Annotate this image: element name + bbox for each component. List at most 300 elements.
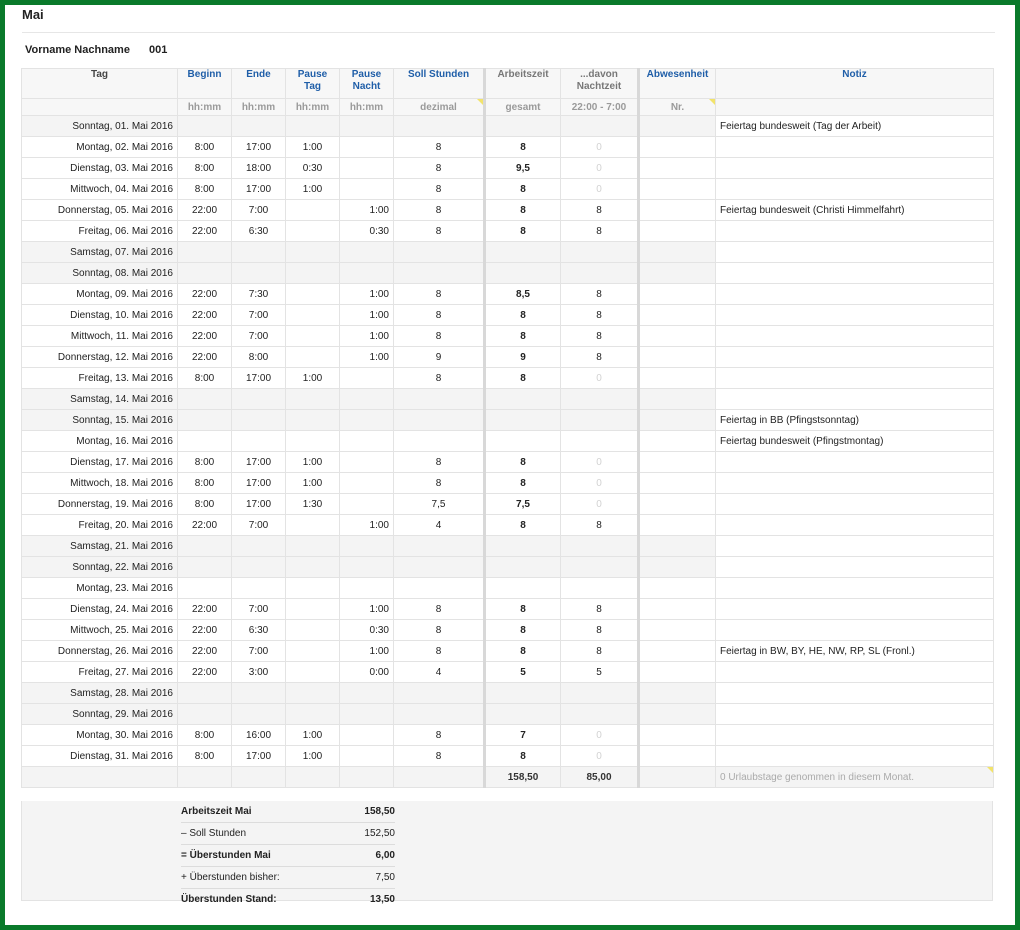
nachtzeit-cell: 8 [561, 515, 639, 536]
beginn-cell[interactable] [178, 683, 232, 704]
abwesenheit-cell[interactable] [639, 368, 716, 389]
beginn-cell[interactable]: 8:00 [178, 494, 232, 515]
notiz-cell[interactable] [716, 263, 994, 284]
day-cell: Freitag, 27. Mai 2016 [22, 662, 178, 683]
ende-cell[interactable] [232, 578, 286, 599]
beginn-cell[interactable]: 22:00 [178, 305, 232, 326]
pause-nacht-cell[interactable]: 1:00 [340, 641, 394, 662]
timesheet-table [21, 68, 994, 788]
ende-cell[interactable]: 7:00 [232, 599, 286, 620]
notiz-cell[interactable] [716, 536, 994, 557]
pause-nacht-cell[interactable] [340, 368, 394, 389]
pause-tag-cell[interactable] [286, 116, 340, 137]
notiz-cell[interactable] [716, 494, 994, 515]
pause-nacht-cell[interactable] [340, 137, 394, 158]
summary-row [181, 823, 395, 845]
notiz-cell[interactable] [716, 515, 994, 536]
soll-cell[interactable] [394, 116, 485, 137]
abwesenheit-cell[interactable] [639, 116, 716, 137]
notiz-cell[interactable] [716, 137, 994, 158]
notiz-cell[interactable] [716, 368, 994, 389]
nachtzeit-cell [561, 557, 639, 578]
nachtzeit-cell: 0 [561, 158, 639, 179]
nachtzeit-cell [561, 389, 639, 410]
beginn-cell[interactable]: 22:00 [178, 599, 232, 620]
beginn-cell[interactable] [178, 431, 232, 452]
totals-blank [232, 767, 286, 788]
table-row [22, 389, 994, 410]
pause-nacht-cell[interactable]: 1:00 [340, 515, 394, 536]
pause-tag-cell[interactable] [286, 599, 340, 620]
notiz-cell[interactable] [716, 242, 994, 263]
ende-cell[interactable] [232, 704, 286, 725]
day-cell: Montag, 16. Mai 2016 [22, 431, 178, 452]
soll-cell[interactable]: 8 [394, 368, 485, 389]
notiz-cell[interactable] [716, 389, 994, 410]
soll-cell[interactable] [394, 242, 485, 263]
abwesenheit-cell[interactable] [639, 620, 716, 641]
notiz-cell[interactable] [716, 452, 994, 473]
abwesenheit-cell[interactable] [639, 221, 716, 242]
notiz-cell[interactable] [716, 158, 994, 179]
ende-cell[interactable] [232, 536, 286, 557]
beginn-cell[interactable] [178, 263, 232, 284]
ende-cell[interactable]: 7:00 [232, 200, 286, 221]
page-title: Mai [22, 7, 44, 22]
abwesenheit-cell[interactable] [639, 347, 716, 368]
day-cell: Dienstag, 17. Mai 2016 [22, 452, 178, 473]
day-cell: Samstag, 07. Mai 2016 [22, 242, 178, 263]
abwesenheit-cell[interactable] [639, 515, 716, 536]
abwesenheit-cell[interactable] [639, 410, 716, 431]
ende-cell[interactable] [232, 263, 286, 284]
nachtzeit-cell: 8 [561, 305, 639, 326]
header-row [22, 69, 994, 99]
abwesenheit-cell[interactable] [639, 536, 716, 557]
notiz-cell[interactable]: Feiertag bundesweit (Christi Himmelfahrt) [716, 200, 994, 221]
notiz-cell[interactable] [716, 305, 994, 326]
day-cell: Freitag, 20. Mai 2016 [22, 515, 178, 536]
soll-cell[interactable] [394, 557, 485, 578]
arbeitszeit-cell [485, 536, 561, 557]
table-row [22, 683, 994, 704]
day-cell: Montag, 30. Mai 2016 [22, 725, 178, 746]
ende-cell[interactable]: 17:00 [232, 179, 286, 200]
beginn-cell[interactable] [178, 389, 232, 410]
notiz-cell[interactable] [716, 557, 994, 578]
table-row [22, 620, 994, 641]
pause-nacht-cell[interactable] [340, 263, 394, 284]
pause-tag-cell[interactable] [286, 284, 340, 305]
soll-cell[interactable] [394, 536, 485, 557]
soll-cell[interactable]: 8 [394, 305, 485, 326]
soll-cell[interactable] [394, 704, 485, 725]
notiz-cell[interactable] [716, 599, 994, 620]
notiz-cell[interactable] [716, 620, 994, 641]
pause-nacht-cell[interactable] [340, 410, 394, 431]
table-row [22, 200, 994, 221]
ende-cell[interactable]: 8:00 [232, 347, 286, 368]
nachtzeit-cell: 8 [561, 641, 639, 662]
pause-tag-cell[interactable]: 1:00 [286, 746, 340, 767]
ende-cell[interactable]: 17:00 [232, 746, 286, 767]
ende-cell[interactable]: 7:00 [232, 641, 286, 662]
pause-tag-cell[interactable] [286, 641, 340, 662]
pause-tag-cell[interactable]: 1:00 [286, 179, 340, 200]
pause-tag-cell[interactable] [286, 221, 340, 242]
pause-tag-cell[interactable] [286, 557, 340, 578]
soll-cell[interactable]: 8 [394, 599, 485, 620]
abwesenheit-cell[interactable] [639, 641, 716, 662]
day-cell: Dienstag, 10. Mai 2016 [22, 305, 178, 326]
pause-nacht-cell[interactable] [340, 725, 394, 746]
ende-cell[interactable]: 18:00 [232, 158, 286, 179]
soll-cell[interactable]: 8 [394, 221, 485, 242]
soll-cell[interactable]: 9 [394, 347, 485, 368]
beginn-cell[interactable] [178, 578, 232, 599]
abwesenheit-cell[interactable] [639, 494, 716, 515]
ende-cell[interactable]: 7:00 [232, 305, 286, 326]
pause-nacht-cell[interactable]: 0:30 [340, 221, 394, 242]
soll-cell[interactable]: 8 [394, 326, 485, 347]
soll-cell[interactable]: 8 [394, 137, 485, 158]
soll-cell[interactable]: 7,5 [394, 494, 485, 515]
arbeitszeit-cell: 7 [485, 725, 561, 746]
arbeitszeit-cell: 9 [485, 347, 561, 368]
pause-nacht-cell[interactable] [340, 431, 394, 452]
pause-nacht-cell[interactable] [340, 116, 394, 137]
pause-tag-cell[interactable]: 1:00 [286, 473, 340, 494]
beginn-cell[interactable]: 8:00 [178, 158, 232, 179]
soll-cell[interactable] [394, 431, 485, 452]
day-cell: Montag, 09. Mai 2016 [22, 284, 178, 305]
pause-tag-cell[interactable] [286, 662, 340, 683]
unit-notiz [716, 99, 994, 116]
notiz-cell[interactable] [716, 704, 994, 725]
table-row [22, 284, 994, 305]
beginn-cell[interactable] [178, 116, 232, 137]
beginn-cell[interactable]: 22:00 [178, 662, 232, 683]
soll-cell[interactable]: 8 [394, 746, 485, 767]
beginn-cell[interactable]: 22:00 [178, 641, 232, 662]
soll-cell[interactable]: 8 [394, 158, 485, 179]
table-row [22, 263, 994, 284]
pause-tag-cell[interactable]: 1:00 [286, 368, 340, 389]
beginn-cell[interactable]: 8:00 [178, 725, 232, 746]
summary-value: 7,50 [375, 872, 395, 883]
pause-tag-cell[interactable] [286, 683, 340, 704]
beginn-cell[interactable]: 8:00 [178, 473, 232, 494]
nachtzeit-cell: 8 [561, 221, 639, 242]
summary-value: 152,50 [364, 828, 395, 839]
beginn-cell[interactable]: 22:00 [178, 221, 232, 242]
urlaub-note: 0 Urlaubstage genommen in diesem Monat. [716, 767, 994, 788]
pause-nacht-cell[interactable]: 0:30 [340, 620, 394, 641]
pause-nacht-cell[interactable]: 1:00 [340, 326, 394, 347]
arbeitszeit-cell: 8 [485, 221, 561, 242]
abwesenheit-cell[interactable] [639, 326, 716, 347]
table-row [22, 116, 994, 137]
day-cell: Samstag, 14. Mai 2016 [22, 389, 178, 410]
notiz-cell[interactable]: Feiertag bundesweit (Tag der Arbeit) [716, 116, 994, 137]
pause-tag-cell[interactable] [286, 242, 340, 263]
ende-cell[interactable] [232, 116, 286, 137]
col-header-pause-tag[interactable]: Pause Tag [286, 69, 340, 99]
arbeitszeit-cell: 8 [485, 599, 561, 620]
soll-cell[interactable]: 8 [394, 473, 485, 494]
ende-cell[interactable] [232, 557, 286, 578]
summary-row [181, 845, 395, 867]
ende-cell[interactable]: 17:00 [232, 452, 286, 473]
beginn-cell[interactable] [178, 704, 232, 725]
pause-nacht-cell[interactable] [340, 578, 394, 599]
nachtzeit-cell: 8 [561, 284, 639, 305]
ende-cell[interactable] [232, 242, 286, 263]
soll-cell[interactable]: 8 [394, 452, 485, 473]
soll-cell[interactable]: 8 [394, 725, 485, 746]
total-arbeitszeit: 158,50 [485, 767, 561, 788]
arbeitszeit-cell: 8 [485, 746, 561, 767]
abwesenheit-cell[interactable] [639, 305, 716, 326]
beginn-cell[interactable]: 22:00 [178, 515, 232, 536]
ende-cell[interactable]: 7:00 [232, 515, 286, 536]
soll-cell[interactable] [394, 410, 485, 431]
beginn-cell[interactable]: 22:00 [178, 347, 232, 368]
pause-tag-cell[interactable] [286, 704, 340, 725]
table-row [22, 410, 994, 431]
arbeitszeit-cell: 8 [485, 137, 561, 158]
beginn-cell[interactable] [178, 410, 232, 431]
beginn-cell[interactable]: 8:00 [178, 746, 232, 767]
table-row [22, 137, 994, 158]
col-header-notiz[interactable]: Notiz [716, 69, 994, 99]
notiz-cell[interactable] [716, 683, 994, 704]
pause-nacht-cell[interactable]: 1:00 [340, 284, 394, 305]
pause-nacht-cell[interactable] [340, 683, 394, 704]
day-cell: Dienstag, 31. Mai 2016 [22, 746, 178, 767]
col-header-pause-nacht[interactable]: Pause Nacht [340, 69, 394, 99]
abwesenheit-cell[interactable] [639, 662, 716, 683]
beginn-cell[interactable]: 8:00 [178, 137, 232, 158]
col-header-beginn[interactable]: Beginn [178, 69, 232, 99]
pause-tag-cell[interactable] [286, 326, 340, 347]
soll-cell[interactable]: 8 [394, 200, 485, 221]
totals-blank [22, 767, 178, 788]
pause-tag-cell[interactable] [286, 410, 340, 431]
pause-tag-cell[interactable]: 1:30 [286, 494, 340, 515]
pause-nacht-cell[interactable] [340, 389, 394, 410]
abwesenheit-cell[interactable] [639, 158, 716, 179]
pause-tag-cell[interactable] [286, 620, 340, 641]
notiz-cell[interactable] [716, 746, 994, 767]
arbeitszeit-cell [485, 116, 561, 137]
pause-nacht-cell[interactable] [340, 473, 394, 494]
beginn-cell[interactable]: 22:00 [178, 200, 232, 221]
beginn-cell[interactable] [178, 557, 232, 578]
table-row [22, 641, 994, 662]
pause-nacht-cell[interactable] [340, 557, 394, 578]
unit-beginn: hh:mm [178, 99, 232, 116]
pause-tag-cell[interactable] [286, 536, 340, 557]
ende-cell[interactable]: 7:30 [232, 284, 286, 305]
pause-nacht-cell[interactable] [340, 494, 394, 515]
totals-blank [394, 767, 485, 788]
pause-tag-cell[interactable] [286, 578, 340, 599]
notiz-cell[interactable] [716, 326, 994, 347]
pause-nacht-cell[interactable] [340, 704, 394, 725]
pause-nacht-cell[interactable] [340, 536, 394, 557]
soll-cell[interactable] [394, 683, 485, 704]
abwesenheit-cell[interactable] [639, 284, 716, 305]
ende-cell[interactable] [232, 683, 286, 704]
abwesenheit-cell[interactable] [639, 389, 716, 410]
beginn-cell[interactable]: 22:00 [178, 620, 232, 641]
total-nachtzeit: 85,00 [561, 767, 639, 788]
ende-cell[interactable]: 17:00 [232, 137, 286, 158]
abwesenheit-cell[interactable] [639, 725, 716, 746]
arbeitszeit-cell: 8 [485, 452, 561, 473]
unit-arbeitszeit: gesamt [485, 99, 561, 116]
day-cell: Samstag, 21. Mai 2016 [22, 536, 178, 557]
pause-tag-cell[interactable]: 1:00 [286, 725, 340, 746]
abwesenheit-cell[interactable] [639, 473, 716, 494]
abwesenheit-cell[interactable] [639, 557, 716, 578]
nachtzeit-cell [561, 578, 639, 599]
summary-panel [21, 801, 993, 901]
pause-tag-cell[interactable] [286, 347, 340, 368]
table-row [22, 179, 994, 200]
abwesenheit-cell[interactable] [639, 179, 716, 200]
soll-cell[interactable] [394, 389, 485, 410]
pause-nacht-cell[interactable]: 0:00 [340, 662, 394, 683]
pause-nacht-cell[interactable] [340, 452, 394, 473]
abwesenheit-cell[interactable] [639, 683, 716, 704]
pause-nacht-cell[interactable]: 1:00 [340, 200, 394, 221]
pause-tag-cell[interactable]: 1:00 [286, 137, 340, 158]
nachtzeit-cell: 0 [561, 179, 639, 200]
table-row [22, 662, 994, 683]
abwesenheit-cell[interactable] [639, 242, 716, 263]
col-header-abwesenheit[interactable]: Abwesenheit [639, 69, 716, 99]
pause-tag-cell[interactable]: 1:00 [286, 452, 340, 473]
abwesenheit-cell[interactable] [639, 263, 716, 284]
ende-cell[interactable]: 17:00 [232, 494, 286, 515]
notiz-cell[interactable] [716, 578, 994, 599]
col-header-soll[interactable]: Soll Stunden [394, 69, 485, 99]
arbeitszeit-cell: 8 [485, 473, 561, 494]
beginn-cell[interactable] [178, 536, 232, 557]
pause-tag-cell[interactable] [286, 431, 340, 452]
notiz-cell[interactable] [716, 179, 994, 200]
col-header-arbeitszeit: Arbeitszeit [485, 69, 561, 99]
beginn-cell[interactable]: 8:00 [178, 179, 232, 200]
notiz-cell[interactable]: Feiertag bundesweit (Pfingstmontag) [716, 431, 994, 452]
pause-nacht-cell[interactable] [340, 158, 394, 179]
pause-nacht-cell[interactable]: 1:00 [340, 599, 394, 620]
notiz-cell[interactable] [716, 284, 994, 305]
ende-cell[interactable]: 6:30 [232, 620, 286, 641]
ende-cell[interactable]: 16:00 [232, 725, 286, 746]
soll-cell[interactable]: 4 [394, 515, 485, 536]
nachtzeit-cell: 0 [561, 746, 639, 767]
notiz-cell[interactable] [716, 221, 994, 242]
summary-row [181, 801, 395, 823]
pause-tag-cell[interactable] [286, 263, 340, 284]
pause-tag-cell[interactable] [286, 305, 340, 326]
pause-tag-cell[interactable] [286, 200, 340, 221]
beginn-cell[interactable]: 8:00 [178, 452, 232, 473]
notiz-cell[interactable] [716, 473, 994, 494]
abwesenheit-cell[interactable] [639, 599, 716, 620]
abwesenheit-cell[interactable] [639, 452, 716, 473]
totals-blank [340, 767, 394, 788]
abwesenheit-cell[interactable] [639, 578, 716, 599]
abwesenheit-cell[interactable] [639, 200, 716, 221]
soll-cell[interactable]: 8 [394, 641, 485, 662]
day-cell: Montag, 23. Mai 2016 [22, 578, 178, 599]
pause-tag-cell[interactable]: 0:30 [286, 158, 340, 179]
pause-tag-cell[interactable] [286, 515, 340, 536]
col-header-ende[interactable]: Ende [232, 69, 286, 99]
notiz-cell[interactable] [716, 347, 994, 368]
arbeitszeit-cell: 8 [485, 620, 561, 641]
nachtzeit-cell: 8 [561, 347, 639, 368]
beginn-cell[interactable]: 22:00 [178, 284, 232, 305]
pause-tag-cell[interactable] [286, 389, 340, 410]
notiz-cell[interactable] [716, 725, 994, 746]
arbeitszeit-cell [485, 578, 561, 599]
ende-cell[interactable]: 3:00 [232, 662, 286, 683]
nachtzeit-cell [561, 431, 639, 452]
pause-nacht-cell[interactable]: 1:00 [340, 305, 394, 326]
arbeitszeit-cell [485, 557, 561, 578]
ende-cell[interactable]: 17:00 [232, 473, 286, 494]
ende-cell[interactable]: 6:30 [232, 221, 286, 242]
notiz-cell[interactable] [716, 662, 994, 683]
soll-cell[interactable]: 8 [394, 284, 485, 305]
notiz-cell[interactable]: Feiertag in BW, BY, HE, NW, RP, SL (Fronl.) [716, 641, 994, 662]
soll-cell[interactable]: 8 [394, 620, 485, 641]
pause-nacht-cell[interactable]: 1:00 [340, 347, 394, 368]
nachtzeit-cell [561, 683, 639, 704]
abwesenheit-cell[interactable] [639, 746, 716, 767]
soll-cell[interactable]: 8 [394, 179, 485, 200]
abwesenheit-cell[interactable] [639, 704, 716, 725]
pause-nacht-cell[interactable] [340, 179, 394, 200]
ende-cell[interactable] [232, 410, 286, 431]
table-row [22, 221, 994, 242]
ende-cell[interactable]: 17:00 [232, 368, 286, 389]
pause-nacht-cell[interactable] [340, 746, 394, 767]
arbeitszeit-cell [485, 410, 561, 431]
arbeitszeit-cell [485, 704, 561, 725]
beginn-cell[interactable]: 8:00 [178, 368, 232, 389]
beginn-cell[interactable]: 22:00 [178, 326, 232, 347]
ende-cell[interactable]: 7:00 [232, 326, 286, 347]
soll-cell[interactable]: 4 [394, 662, 485, 683]
ende-cell[interactable] [232, 431, 286, 452]
ende-cell[interactable] [232, 389, 286, 410]
table-row [22, 326, 994, 347]
beginn-cell[interactable] [178, 242, 232, 263]
nachtzeit-cell [561, 536, 639, 557]
soll-cell[interactable] [394, 263, 485, 284]
abwesenheit-cell[interactable] [639, 137, 716, 158]
soll-cell[interactable] [394, 578, 485, 599]
abwesenheit-cell[interactable] [639, 431, 716, 452]
pause-nacht-cell[interactable] [340, 242, 394, 263]
notiz-cell[interactable]: Feiertag in BB (Pfingstsonntag) [716, 410, 994, 431]
